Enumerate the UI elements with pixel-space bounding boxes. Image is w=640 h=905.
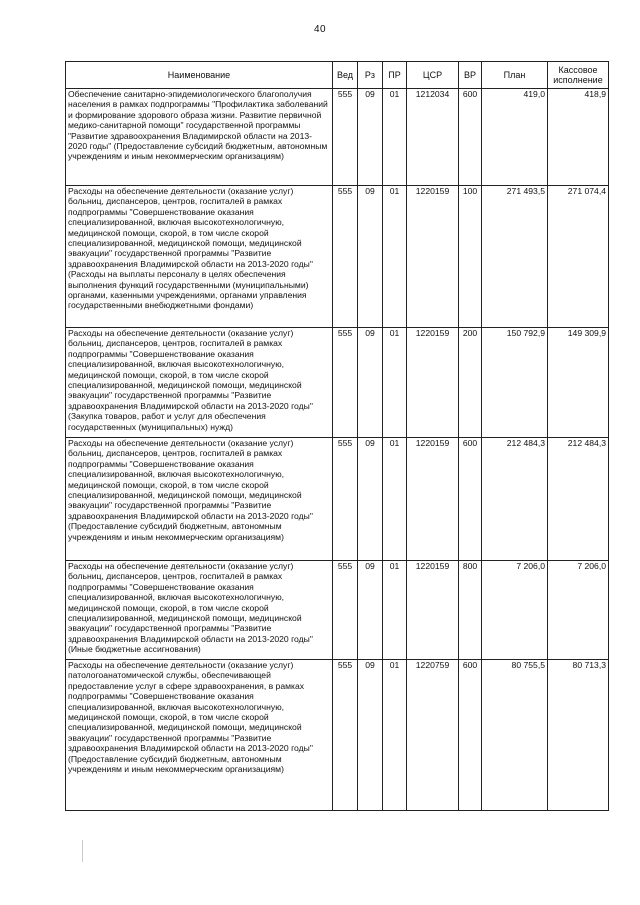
- row-rz: 09: [358, 186, 383, 328]
- row-vr: 600: [459, 660, 482, 811]
- header-plan: План: [482, 62, 548, 89]
- row-ved: 555: [333, 328, 358, 438]
- row-vr: 600: [459, 438, 482, 561]
- row-rz: 09: [358, 660, 383, 811]
- row-cash: 149 309,9: [548, 328, 609, 438]
- table-row: [66, 660, 609, 811]
- row-rz: 09: [358, 438, 383, 561]
- row-cash: 212 484,3: [548, 438, 609, 561]
- row-vr: 200: [459, 328, 482, 438]
- row-vr: 600: [459, 89, 482, 186]
- row-csr: 1220159: [407, 561, 459, 660]
- row-csr: 1220159: [407, 438, 459, 561]
- row-csr: 1220159: [407, 328, 459, 438]
- row-plan: 271 493,5: [482, 186, 548, 328]
- row-ved: 555: [333, 438, 358, 561]
- row-pr: 01: [383, 660, 407, 811]
- row-ved: 555: [333, 89, 358, 186]
- header-rz: Рз: [358, 62, 383, 89]
- page-number: 40: [313, 24, 327, 35]
- table-row: [66, 328, 609, 438]
- row-cash: 80 713,3: [548, 660, 609, 811]
- row-vr: 800: [459, 561, 482, 660]
- row-cash: 7 206,0: [548, 561, 609, 660]
- scan-artifact: [82, 840, 83, 862]
- row-cash: 271 074,4: [548, 186, 609, 328]
- header-ved: Вед: [333, 62, 358, 89]
- header-pr: ПР: [383, 62, 407, 89]
- row-pr: 01: [383, 561, 407, 660]
- table-row: [66, 89, 609, 186]
- row-name: Обеспечение санитарно-эпидемиологического благополучия населения в рамках подпрограммы "Профилактика заболеваний и формирование здорового образа жизни. Развитие первичной медико-санитарной помощи" государственной программы "Развитие здравоохранения Владимирской области на 2013-2020 годы" (Предоставление субсидий бюджетным, автономным учреждениям и иным некоммерческим организациям): [66, 89, 333, 186]
- row-ved: 555: [333, 561, 358, 660]
- row-name: Расходы на обеспечение деятельности (оказание услуг) патологоанатомической службы, обеспечивающей предоставление услуг в сфере здравоохранения, в рамках подпрограммы "Совершенствование оказания специализированной, включая высокотехнологичную, медицинской помощи, скорой, в том числе скорой специализированной, медицинской помощи, медицинской эвакуации" государственной программы "Развитие здравоохранения Владимирской области на 2013-2020 годы" (Предоставление субсидий бюджетным, автономным учреждениям и иным некоммерческим организациям): [66, 660, 333, 811]
- table-row: [66, 186, 609, 328]
- row-name: Расходы на обеспечение деятельности (оказание услуг) больниц, диспансеров, центров, госпиталей в рамках подпрограммы "Совершенствование оказания специализированной, включая высокотехнологичную, медицинской помощи, скорой, в том числе скорой специализированной, медицинской помощи, медицинской эвакуации" государственной программы "Развитие здравоохранения Владимирской области на 2013-2020 годы" (Закупка товаров, работ и услуг для обеспечения государственных (муниципальных) нужд): [66, 328, 333, 438]
- table-row: [66, 561, 609, 660]
- row-plan: 150 792,9: [482, 328, 548, 438]
- table-row: [66, 438, 609, 561]
- row-cash: 418,9: [548, 89, 609, 186]
- row-plan: 212 484,3: [482, 438, 548, 561]
- header-name: Наименование: [66, 62, 333, 89]
- row-plan: 80 755,5: [482, 660, 548, 811]
- row-vr: 100: [459, 186, 482, 328]
- header-vr: ВР: [459, 62, 482, 89]
- row-ved: 555: [333, 660, 358, 811]
- row-name: Расходы на обеспечение деятельности (оказание услуг) больниц, диспансеров, центров, госпиталей в рамках подпрограммы "Совершенствование оказания специализированной, включая высокотехнологичную, медицинской помощи, скорой, в том числе скорой специализированной, медицинской помощи, медицинской эвакуации" государственной программы "Развитие здравоохранения Владимирской области на 2013-2020 годы" (Расходы на выплаты персоналу в целях обеспечения выполнения функций государственными (муниципальными) органами, казенными учреждениями, органами управления государственными внебюджетными фондами): [66, 186, 333, 328]
- budget-table: [65, 61, 609, 811]
- header-csr: ЦСР: [407, 62, 459, 89]
- row-pr: 01: [383, 438, 407, 561]
- row-rz: 09: [358, 328, 383, 438]
- row-plan: 7 206,0: [482, 561, 548, 660]
- row-pr: 01: [383, 89, 407, 186]
- row-csr: 1220159: [407, 186, 459, 328]
- row-name: Расходы на обеспечение деятельности (оказание услуг) больниц, диспансеров, центров, госпиталей в рамках подпрограммы "Совершенствование оказания специализированной, включая высокотехнологичную, медицинской помощи, скорой, в том числе скорой специализированной, медицинской помощи, медицинской эвакуации" государственной программы "Развитие здравоохранения Владимирской области на 2013-2020 годы" (Предоставление субсидий бюджетным, автономным учреждениям и иным некоммерческим организациям): [66, 438, 333, 561]
- header-cash: Кассовое исполнение: [548, 62, 609, 89]
- row-plan: 419,0: [482, 89, 548, 186]
- row-ved: 555: [333, 186, 358, 328]
- row-rz: 09: [358, 561, 383, 660]
- row-pr: 01: [383, 328, 407, 438]
- table-header-row: [66, 62, 609, 89]
- row-rz: 09: [358, 89, 383, 186]
- row-csr: 1220759: [407, 660, 459, 811]
- row-name: Расходы на обеспечение деятельности (оказание услуг) больниц, диспансеров, центров, госпиталей в рамках подпрограммы "Совершенствование оказания специализированной, включая высокотехнологичную, медицинской помощи, скорой, в том числе скорой специализированной, медицинской помощи, медицинской эвакуации" государственной программы "Развитие здравоохранения Владимирской области на 2013-2020 годы" (Иные бюджетные ассигнования): [66, 561, 333, 660]
- row-pr: 01: [383, 186, 407, 328]
- row-csr: 1212034: [407, 89, 459, 186]
